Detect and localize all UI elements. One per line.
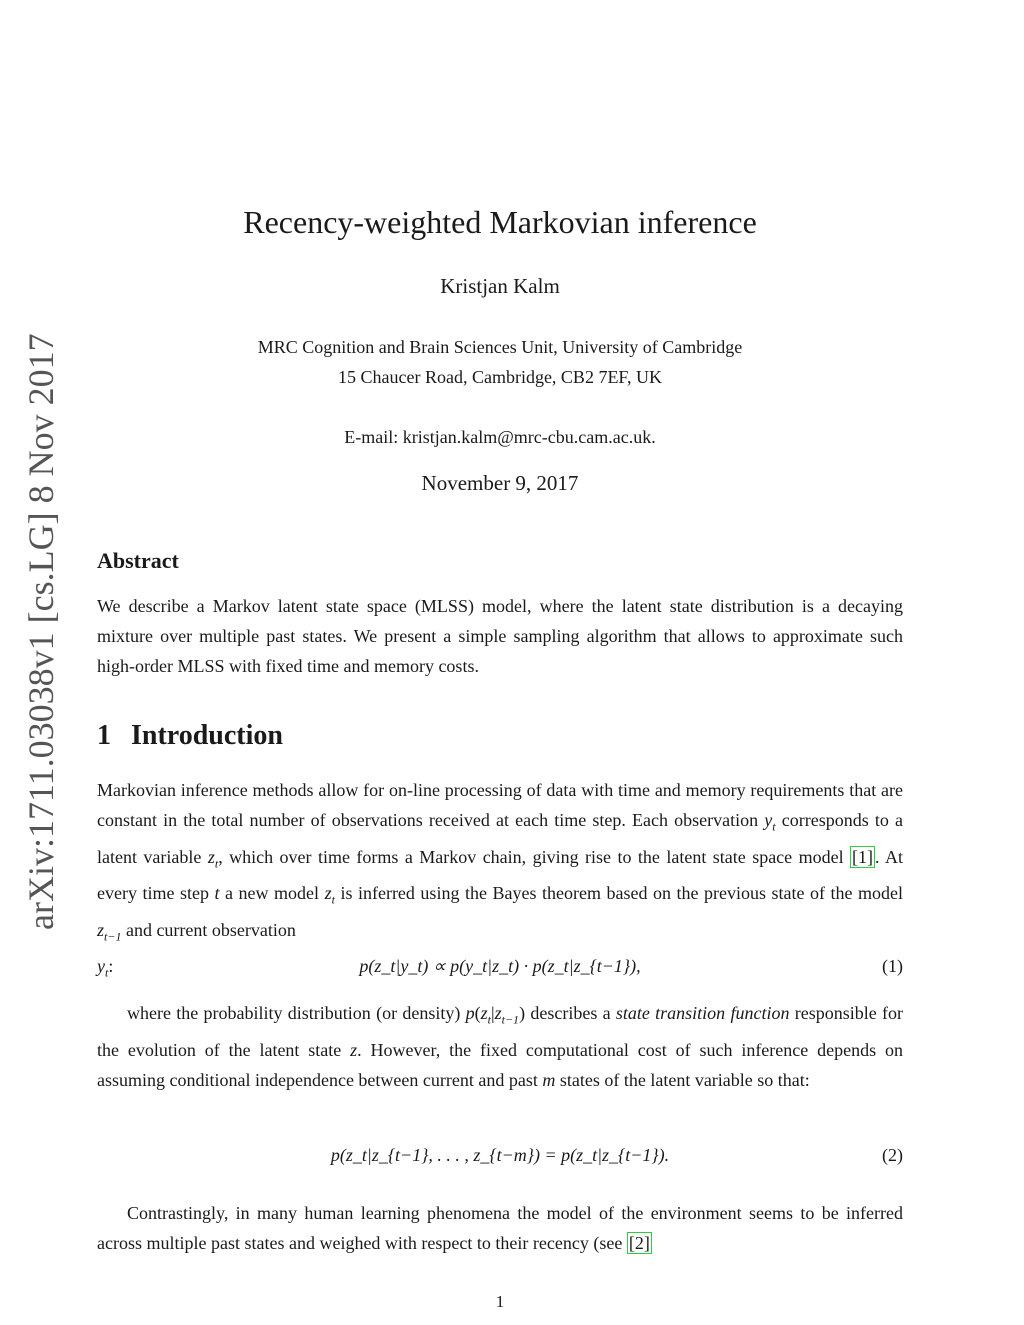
intro-paragraph-1: Markovian inference methods allow for on-line processing of data with time and memory requirements that are constant in the total number of observations received at each time step. Each observation $y_t$ corresponds to a latent variable $z_t$, which over time forms a Markov chain, giving rise to the latent state space model [1] . At every time step t a new model $z_t$ is inferred using the Bayes theorem based on the previous state of the model $z_{t-1}$ and current observation $y_t$: [97,780,903,980]
arxiv-stamp: arXiv:1711.03038v1 [cs.LG] 8 Nov 2017 [21,333,61,930]
abstract-text: We describe a Markov latent state space (MLSS) model, where the latent state distribution is a decaying mixture over multiple past states. We present a simple sampling algorithm that allows to approximate such high-order MLSS with fixed time and memory costs. [97,596,903,676]
email: E-mail: kristjan.kalm@mrc-cbu.cam.ac.uk. [344,427,656,447]
equation-1 [97,956,903,986]
section-number: 1 [97,720,111,751]
equation-1-body: p(z_t|y_t) ∝ p(y_t|z_t) · p(z_t|z_{t−1}), [359,956,641,976]
affiliation-line-2: 15 Chaucer Road, Cambridge, CB2 7EF, UK [337,367,663,387]
affiliation-line-1: MRC Cognition and Brain Sciences Unit, University of Cambridge [257,337,743,357]
paper-title: Recency-weighted Markovian inference [243,204,757,240]
equation-1-label: (1) [882,956,903,976]
citation-2-link[interactable]: [2] [628,1233,650,1253]
intro-paragraph-3: Contrastingly, in many human learning phenomena the model of the environment seems to be inferred across multiple past states and weighed with respect to their recency (see [2] [97,1203,903,1253]
section-heading-introduction [97,720,283,752]
author-name: Kristjan Kalm [440,274,560,298]
citation-1-link[interactable]: [1] [852,846,874,867]
abstract-heading: Abstract [97,548,179,573]
paper-date: November 9, 2017 [421,471,579,495]
section-title: Introduction [131,720,283,751]
intro-paragraph-2: where the probability distribution (or density) $p(z_t|z_{t-1})$ describes a state transition function responsible for the evolution of the latent state z. However, the fixed computational cost of such inference depends on assuming conditional independence between current and past m states of the latent variable so that: [97,1003,903,1090]
equation-2 [97,1145,903,1175]
page-number: 1 [495,1292,505,1311]
equation-2-body: p(z_t|z_{t−1}, . . . , z_{t−m}) = p(z_t|z_{t−1}). [330,1145,670,1165]
equation-2-label: (2) [882,1145,903,1165]
